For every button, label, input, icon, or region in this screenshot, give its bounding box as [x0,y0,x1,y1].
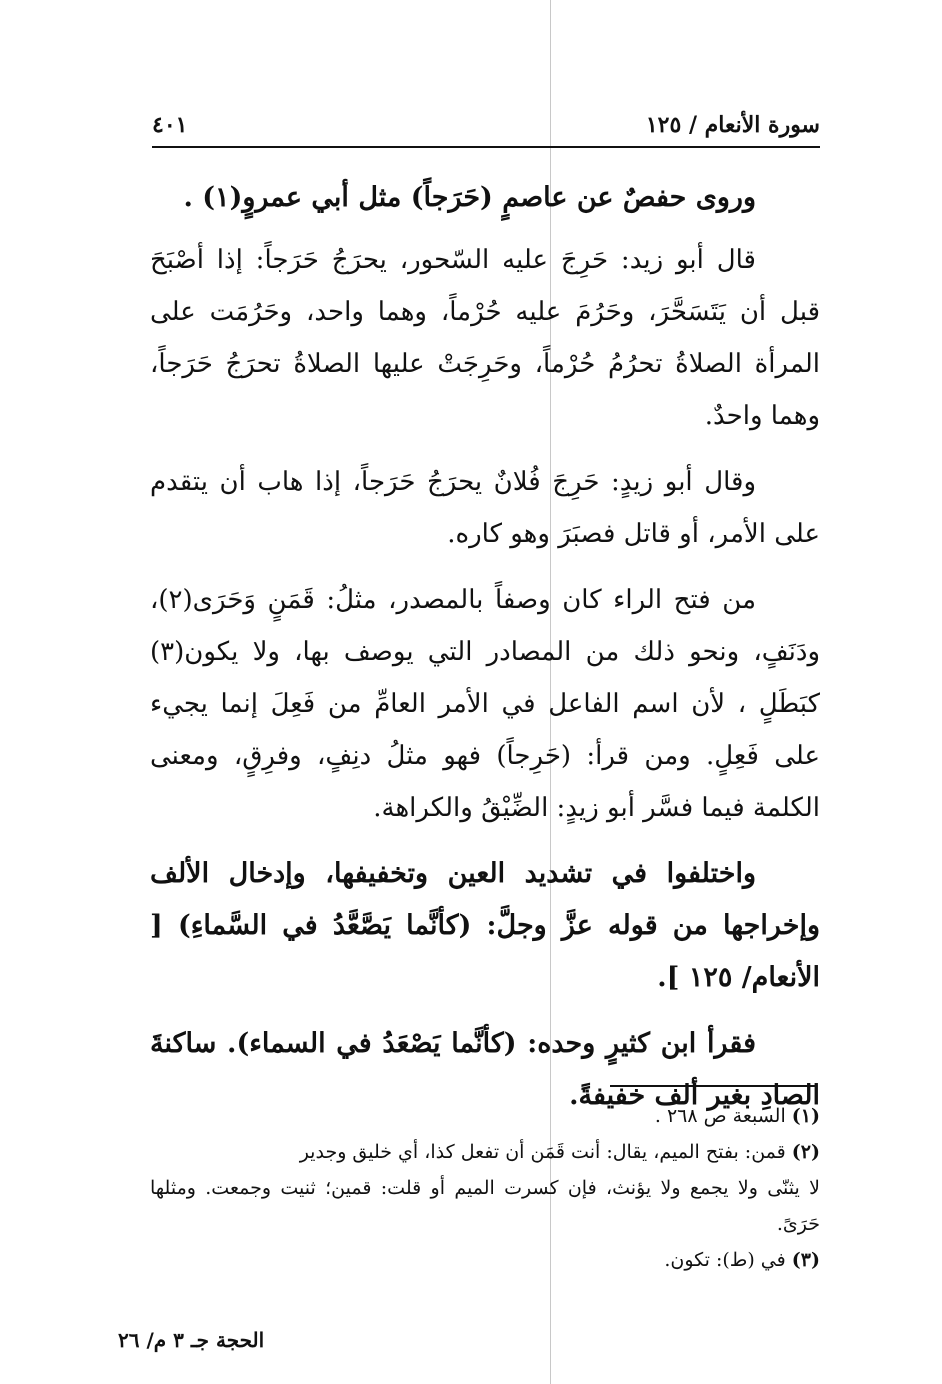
paragraph-abu-zaid-1: قال أبو زيد: حَرِجَ عليه السّحور، يحرَجُ حَرَجاً: إذا أصْبَحَ قبل أن يَتَسَحَّرَ، وحَرُمَ عليه حُرْماً، وهما واحد، وحَرُمَت على المرأة الصلاةُ تحرُمُ حُرْماً، وحَرِجَتْ عليها الصلاةُ تحرَجُ حَرَجاً، وهما واحدٌ. [150,245,820,431]
footnote-2-continuation: لا يثنّى ولا يجمع ولا يؤنث، فإن كسرت الميم أو قلت: قمين؛ ثنيت وجمعت. ومثلها حَرَىً. [150,1177,820,1235]
paragraph-abu-zaid-2: وقال أبو زيدٍ: حَرِجَ فُلانٌ يحرَجُ حَرَجاً، إذا هاب أن يتقدم على الأمر، أو قاتل فصبَرَ وهو كاره. [150,467,820,549]
footnote-3 [150,1242,820,1278]
footnote-text: قمن: بفتح الميم، يقال: أنت قَمَن أن تفعل كذا، أي خليق وجدير [299,1141,786,1163]
footnote-number: (١) [791,1105,820,1127]
paragraph-fath-ra: من فتح الراء كان وصفاً بالمصدر، مثلُ: قَمَنٍ وَحَرَى(٢)، ودَنَفٍ، ونحو ذلك من المصادر التي يوصف بها، ولا يكون(٣) كبَطَلٍ ، لأن اسم الفاعل في الأمر العامِّ من فَعِلَ إنما يجيء على فَعِلٍ. ومن قرأ: (حَرِجاً) فهو مثلُ دنِفٍ، وفرِقٍ، ومعنى الكلمة فيما فسَّر أبو زيدٍ: الضِّيْقُ والكراهة. [150,585,820,823]
paragraph-hafs: وروى حفصٌ عن عاصمٍ (حَرَجاً) مثل أبي عمروٍ(١) . [183,182,756,213]
paragraph-ikhtilaf: واختلفوا في تشديد العين وتخفيفها، وإدخال الألف وإخراجها من قوله عزَّ وجلَّ: (كأنَّما يَصَّعَّدُ في السَّماءِ) [ الأنعام/ ١٢٥ ]. [150,858,820,993]
footnotes [150,1098,820,1278]
footnote-text: السبعة ص ٢٦٨ . [654,1105,786,1127]
printer-signature: الحجة جـ ٣ م/ ٢٦ [118,1328,265,1352]
main-text [150,172,820,1136]
footnote-number: (٣) [791,1249,820,1271]
footnote-text: في (ط): تكون. [664,1249,786,1271]
footnote-1 [150,1098,820,1134]
header-title: سورة الأنعام / ١٢٥ [645,112,820,138]
running-header [152,112,820,146]
footnote-number: (٢) [791,1141,820,1163]
paragraph-ibn-kathir: فقرأ ابن كثيرٍ وحده: (كأنَّما يَصْعَدُ في السماء). ساكنةَ الصادِ بغير ألف خفيفةً. [150,1028,820,1111]
header-rule [152,146,820,148]
page-number: ٤٠١ [152,112,188,138]
footnote-2 [150,1134,820,1170]
footnote-rule [610,1085,815,1087]
